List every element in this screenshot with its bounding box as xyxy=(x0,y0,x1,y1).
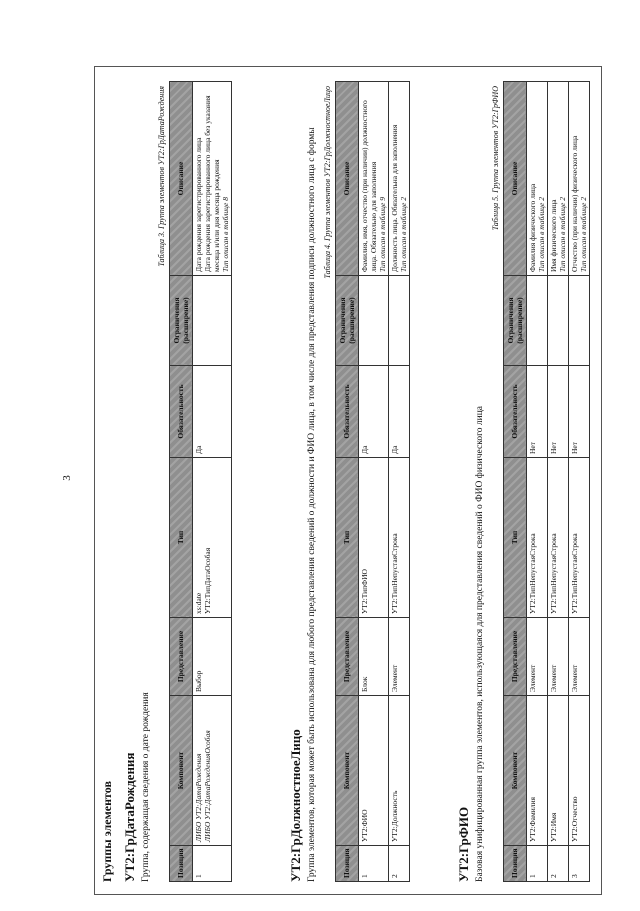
column-header: Ограничения (расширение) xyxy=(169,276,192,366)
table-cell: 1 xyxy=(526,846,547,882)
section-title: УТ2:ГрФИО xyxy=(456,806,471,882)
column-header: Позиция xyxy=(503,846,526,882)
table-row xyxy=(192,82,231,882)
table-cell xyxy=(388,276,409,366)
table-cell: Элемент xyxy=(547,618,568,696)
table-cell: Дата рождения зарегистрированного лица Дата рождения зарегистрированного лица без указания месяца и/или дня месяца рождения Тип описан в таблице 8 xyxy=(192,82,231,276)
rotated-page-content xyxy=(96,68,600,894)
table-cell: ЛИБО УТ2:ДатаРождения ЛИБО УТ2:ДатаРожденияОсобая xyxy=(192,696,231,846)
table-cell: Нет xyxy=(526,366,547,458)
section-title: УТ2:ГрДолжностноеЛицо xyxy=(288,729,303,882)
column-header: Представление xyxy=(503,618,526,696)
table-cell: 3 xyxy=(568,846,589,882)
column-header: Тип xyxy=(503,458,526,618)
table-cell: УТ2:ТипНепустаяСтрока xyxy=(526,458,547,618)
column-header: Компонент xyxy=(503,696,526,846)
section-2 xyxy=(288,82,410,882)
column-header: Позиция xyxy=(169,846,192,882)
table-cell: УТ2:Фамилия xyxy=(526,696,547,846)
section-3 xyxy=(456,82,590,882)
column-header: Обязательность xyxy=(335,366,358,458)
table-cell: Да xyxy=(358,366,388,458)
column-header: Тип xyxy=(335,458,358,618)
table-cell: 2 xyxy=(547,846,568,882)
table-caption: Таблица 5. Группа элементов УТ2:ГрФИО xyxy=(490,86,500,231)
column-header: Позиция xyxy=(335,846,358,882)
column-header: Представление xyxy=(169,618,192,696)
column-header: Представление xyxy=(335,618,358,696)
column-header: Описание xyxy=(335,82,358,276)
column-header: Описание xyxy=(503,82,526,276)
elements-table xyxy=(335,81,410,882)
table-cell: Элемент xyxy=(526,618,547,696)
table-cell: Выбор xyxy=(192,618,231,696)
elements-table xyxy=(503,81,590,882)
section-description: Группа элементов, которая может быть использована для любого представления сведений о должности и ФИО лица, в том числе для представления подписи должностного лица с формы xyxy=(307,127,317,882)
table-caption: Таблица 3. Группа элементов УТ2:ГрДатаРождения xyxy=(156,86,166,267)
table-cell: Нет xyxy=(568,366,589,458)
table-cell: УТ2:Должность xyxy=(388,696,409,846)
table-cell: xs:date УТ2:ТипДатаОсобая xyxy=(192,458,231,618)
column-header: Компонент xyxy=(169,696,192,846)
table-cell xyxy=(192,276,231,366)
table-row xyxy=(388,82,409,882)
table-cell: Элемент xyxy=(568,618,589,696)
table-cell: 2 xyxy=(388,846,409,882)
column-header: Ограничения (расширение) xyxy=(335,276,358,366)
table-cell: Блок xyxy=(358,618,388,696)
column-header: Тип xyxy=(169,458,192,618)
column-header: Ограничения (расширение) xyxy=(503,276,526,366)
table-cell: Фамилия физического лица Тип описан в таблице 2 xyxy=(526,82,547,276)
section-title: УТ2:ГрДатаРождения xyxy=(122,752,137,882)
table-cell: УТ2:ФИО xyxy=(358,696,388,846)
table-cell: Имя физического лица Тип описан в таблице 2 xyxy=(547,82,568,276)
table-row xyxy=(526,82,547,882)
table-cell xyxy=(568,276,589,366)
table-cell: УТ2:Отчество xyxy=(568,696,589,846)
table-cell: Нет xyxy=(547,366,568,458)
table-caption: Таблица 4. Группа элементов УТ2:ГрДолжностноеЛицо xyxy=(322,86,332,279)
column-header: Обязательность xyxy=(503,366,526,458)
table-cell: УТ2:ТипФИО xyxy=(358,458,388,618)
section-description: Базовая унифицированная группа элементов, использующаяся для представления сведений о ФИО физического лица xyxy=(475,405,485,882)
table-cell: Должность лица. Обязательна для заполнения Тип описан в таблице 2 xyxy=(388,82,409,276)
table-cell: УТ2:Имя xyxy=(547,696,568,846)
table-row xyxy=(547,82,568,882)
table-cell: 1 xyxy=(358,846,388,882)
column-header: Описание xyxy=(169,82,192,276)
table-cell: Фамилия, имя, отчество (при наличии) должностного лица. Обязательно для заполнения Тип описан в таблице 9 xyxy=(358,82,388,276)
table-cell: Да xyxy=(388,366,409,458)
column-header: Компонент xyxy=(335,696,358,846)
table-cell: УТ2:ТипНепустаяСтрока xyxy=(388,458,409,618)
table-row xyxy=(358,82,388,882)
main-title: Группы элементов xyxy=(100,781,114,882)
column-header: Обязательность xyxy=(169,366,192,458)
table-row xyxy=(568,82,589,882)
table-cell: Элемент xyxy=(388,618,409,696)
section-1 xyxy=(122,82,232,882)
elements-table xyxy=(169,81,232,882)
table-cell: УТ2:ТипНепустаяСтрока xyxy=(568,458,589,618)
table-cell: УТ2:ТипНепустаяСтрока xyxy=(547,458,568,618)
table-cell xyxy=(526,276,547,366)
table-cell: 1 xyxy=(192,846,231,882)
table-cell xyxy=(358,276,388,366)
section-description: Группа, содержащая сведения о дате рождения xyxy=(141,692,151,882)
table-cell: Отчество (при наличии) физического лица Тип описан в таблице 2 xyxy=(568,82,589,276)
table-cell xyxy=(547,276,568,366)
page-number: 3 xyxy=(60,475,73,481)
table-cell: Да xyxy=(192,366,231,458)
